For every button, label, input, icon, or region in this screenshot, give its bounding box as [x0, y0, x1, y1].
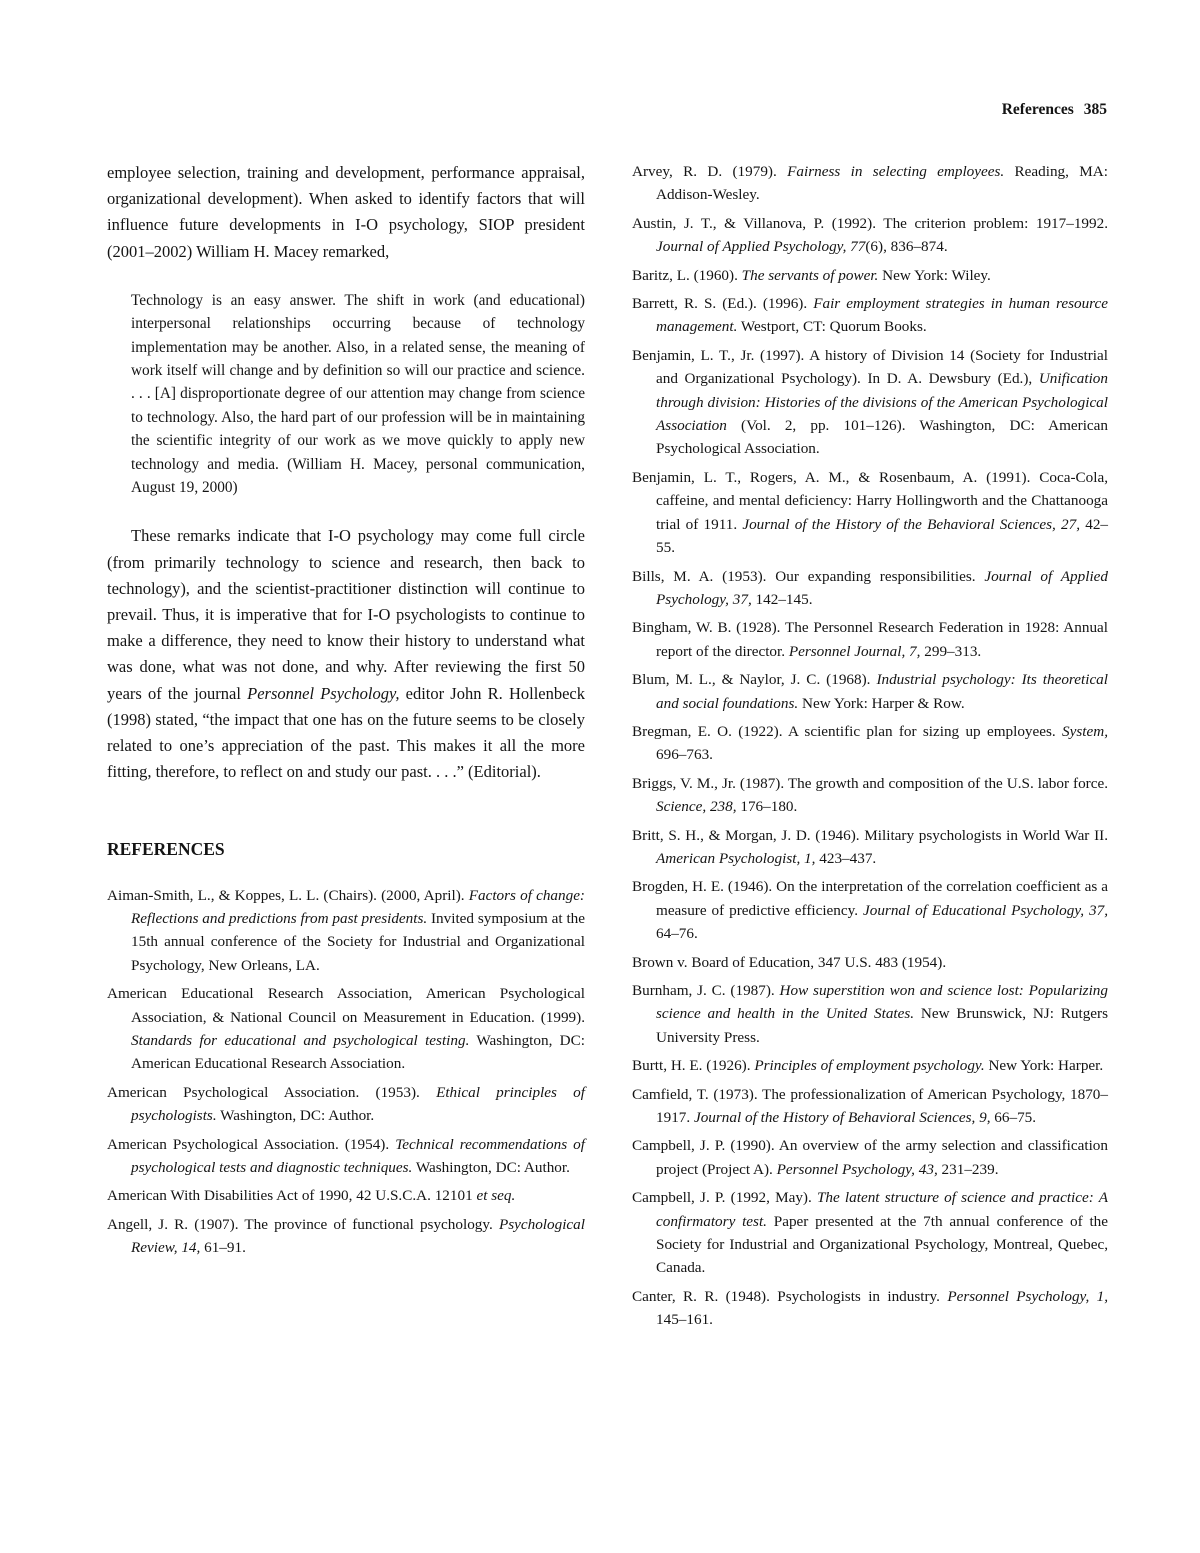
reference-text: New York: Harper.: [984, 1057, 1104, 1075]
reference-text: American With Disabilities Act of 1990, 42 U.S.C.A. 12101: [107, 1187, 477, 1205]
reference-entry: [632, 264, 1108, 287]
reference-text: Benjamin, L. T., Rogers, A. M., & Rosenbaum, A. (1991). Coca-Cola, caffeine, and mental deficiency: Harry Hollingworth and the Chattanooga trial of 1911.: [632, 468, 1108, 533]
reference-text: 66–75.: [990, 1109, 1037, 1127]
reference-source: American Psychologist, 1,: [656, 849, 816, 867]
reference-source: Factors of change: Reflections and predictions from past presidents.: [131, 886, 585, 927]
reference-text: Burtt, H. E. (1926).: [632, 1057, 755, 1075]
closing-paragraph-text: editor John R. Hollenbeck (1998) stated, “the impact that one has on the future seems to be closely related to one’s appreciation of the past. This makes it all the more fitting, therefore, to reflect on and study our past. . . .” (Editorial).: [107, 683, 586, 782]
reference-text: Aiman-Smith, L., & Koppes, L. L. (Chairs). (2000, April).: [107, 886, 469, 904]
reference-text: Barrett, R. S. (Ed.). (1996).: [632, 295, 814, 313]
reference-entry: [632, 979, 1108, 1049]
reference-entry: [107, 1133, 585, 1180]
reference-source: How superstition won and science lost: Popularizing science and health in the United States.: [656, 982, 1108, 1023]
reference-entry: [632, 212, 1108, 259]
right-column: [632, 160, 1108, 1337]
reference-entry: [107, 884, 585, 978]
reference-text: Washington, DC: Author.: [412, 1158, 570, 1176]
reference-source: System,: [1062, 722, 1108, 740]
reference-entry: [107, 1184, 585, 1207]
reference-entry: [632, 772, 1108, 819]
reference-text: Brown v. Board of Education, 347 U.S. 483 (1954).: [632, 953, 947, 971]
reference-entry: [632, 875, 1108, 945]
reference-text: Britt, S. H., & Morgan, J. D. (1946). Military psychologists in World War II.: [632, 826, 1108, 844]
reference-entry: [632, 466, 1108, 560]
reference-source: Journal of Educational Psychology, 37,: [862, 901, 1108, 919]
reference-entry: [107, 1213, 585, 1260]
running-head: [1002, 101, 1107, 119]
reference-source: Journal of Applied Psychology, 37,: [656, 567, 1108, 608]
reference-entry: [632, 292, 1108, 339]
reference-text: Camfield, T. (1973). The professionalization of American Psychology, 1870–1917.: [632, 1085, 1108, 1127]
reference-text: 299–313.: [920, 642, 982, 660]
reference-source: Standards for educational and psychological testing.: [131, 1031, 470, 1049]
left-column: [107, 160, 585, 1265]
reference-text: Washington, DC: Author.: [216, 1107, 375, 1125]
reference-text: 176–180.: [736, 798, 798, 816]
reference-entry: [632, 1054, 1108, 1077]
reference-source: The latent structure of science and practice: A confirmatory test.: [656, 1189, 1108, 1230]
reference-text: (6), 836–874.: [865, 238, 948, 256]
reference-text: 64–76.: [656, 925, 698, 943]
running-head-label: References: [1001, 101, 1074, 118]
reference-text: Campbell, J. P. (1992, May).: [632, 1189, 817, 1207]
reference-source: Journal of the History of the Behavioral Sciences, 27,: [742, 515, 1081, 533]
journal-title: Personnel Psychology,: [247, 683, 400, 703]
reference-text: Blum, M. L., & Naylor, J. C. (1968).: [632, 671, 877, 689]
reference-text: Invited symposium at the 15th annual conference of the Society for Industrial and Organizational Psychology, New Orleans, LA.: [131, 909, 585, 974]
closing-paragraph: [107, 523, 585, 785]
reference-text: Burnham, J. C. (1987).: [632, 982, 780, 999]
reference-text: New Brunswick, NJ: Rutgers University Press.: [656, 1005, 1108, 1046]
reference-text: Arvey, R. D. (1979).: [632, 163, 788, 180]
reference-source: Personnel Journal, 7,: [788, 642, 921, 660]
reference-text: Washington, DC: American Educational Research Association.: [131, 1031, 585, 1073]
reference-entry: [107, 1081, 585, 1128]
reference-list-right: [632, 160, 1108, 1332]
reference-text: Brogden, H. E. (1946). On the interpretation of the correlation coefficient as a measure of predictive efficiency.: [632, 878, 1108, 919]
reference-text: 61–91.: [200, 1239, 246, 1257]
reference-text: 42–55.: [656, 515, 1109, 557]
reference-entry: [632, 344, 1108, 461]
reference-text: Bingham, W. B. (1928). The Personnel Research Federation in 1928: Annual report of the director.: [632, 619, 1108, 660]
reference-text: Westport, CT: Quorum Books.: [737, 318, 927, 336]
reference-source: et seq.: [476, 1187, 516, 1205]
reference-source: Technical recommendations of psychological tests and diagnostic techniques.: [131, 1135, 585, 1176]
reference-text: 423–437.: [815, 849, 877, 867]
reference-source: Ethical principles of psychologists.: [131, 1083, 585, 1125]
reference-source: Unification through division: Histories of the divisions of the American Psychological Association: [656, 370, 1108, 435]
reference-entry: [632, 720, 1108, 767]
reference-text: Bregman, E. O. (1922). A scientific plan for sizing up employees.: [632, 722, 1063, 740]
reference-list-left: [107, 884, 585, 1260]
reference-text: (Vol. 2, pp. 101–126). Washington, DC: American Psychological Association.: [656, 417, 1108, 458]
reference-entry: [632, 616, 1108, 663]
reference-source: Industrial psychology: Its theoretical and social foundations.: [656, 671, 1108, 712]
reference-entry: [632, 668, 1108, 715]
reference-source: Fair employment strategies in human resource management.: [656, 295, 1109, 336]
reference-entry: [632, 1134, 1108, 1181]
reference-entry: [632, 1083, 1108, 1130]
reference-text: New York: Harper & Row.: [798, 694, 965, 712]
reference-text: Benjamin, L. T., Jr. (1997). A history of Division 14 (Society for Industrial and Organizational Psychology). In D. A. Dewsbury (Ed.),: [632, 346, 1108, 388]
reference-source: Fairness in selecting employees.: [787, 163, 1005, 180]
reference-text: American Educational Research Association, American Psychological Association, & National Council on Measurement in Education. (1999).: [107, 985, 585, 1026]
reference-source: Principles of employment psychology.: [754, 1057, 985, 1075]
reference-source: Personnel Psychology, 1,: [947, 1287, 1108, 1305]
reference-source: Science, 238,: [656, 798, 737, 816]
reference-source: Personnel Psychology, 43,: [776, 1160, 938, 1178]
reference-text: Bills, M. A. (1953). Our expanding responsibilities.: [632, 567, 985, 585]
reference-text: Canter, R. R. (1948). Psychologists in industry.: [632, 1287, 948, 1305]
reference-text: Campbell, J. P. (1990). An overview of the army selection and classification project (Project A).: [632, 1137, 1108, 1178]
reference-text: American Psychological Association. (1953).: [107, 1083, 437, 1101]
reference-entry: [107, 982, 585, 1076]
block-quote: Technology is an easy answer. The shift in work (and educational) interpersonal relationships occurring because of technology implementation may be another. Also, in a related sense, the meaning of work itself will change and by definition so will our practice and science. . . . [A] disproportionate degree of our attention may change from science to technology. Also, the hard part of our profession will be in maintaining the scientific integrity of our work as we move quickly to apply new technology and media. (William H. Macey, personal communication, August 19, 2000): [131, 291, 585, 497]
reference-entry: [632, 824, 1108, 871]
page-number: 385: [1083, 101, 1107, 118]
reference-text: American Psychological Association. (1954).: [107, 1135, 396, 1153]
reference-text: Paper presented at the 7th annual conference of the Society for Industrial and Organizational Psychology, Montreal, Quebec, Canada.: [656, 1212, 1108, 1277]
reference-text: 696–763.: [656, 746, 713, 764]
reference-text: Reading, MA: Addison-Wesley.: [656, 163, 1108, 204]
reference-entry: [632, 951, 1108, 974]
intro-paragraph: employee selection, training and development, performance appraisal, organizational development). When asked to identify factors that will influence future developments in I-O psychology, SIOP president (2001–2002) William H. Macey remarked,: [107, 163, 585, 261]
reference-entry: [632, 1186, 1108, 1280]
reference-entry: [632, 1285, 1108, 1332]
reference-source: Journal of Applied Psychology, 77: [656, 238, 866, 256]
references-heading: REFERENCES: [107, 838, 225, 859]
reference-entry: [632, 565, 1108, 612]
reference-text: Austin, J. T., & Villanova, P. (1992). The criterion problem: 1917–1992.: [632, 214, 1108, 232]
reference-text: 145–161.: [656, 1311, 713, 1329]
reference-entry: [632, 160, 1108, 207]
reference-text: Baritz, L. (1960).: [632, 266, 742, 284]
reference-text: Angell, J. R. (1907). The province of functional psychology.: [107, 1215, 499, 1233]
reference-source: The servants of power.: [741, 266, 879, 284]
reference-text: 231–239.: [937, 1160, 999, 1178]
reference-source: Psychological Review, 14,: [131, 1215, 585, 1257]
reference-text: 142–145.: [751, 590, 813, 608]
reference-text: Briggs, V. M., Jr. (1987). The growth and composition of the U.S. labor force.: [632, 774, 1108, 792]
closing-paragraph-text: These remarks indicate that I-O psychology may come full circle (from primarily technology to science and research, then back to technology), and the scientist-practitioner distinction will continue to prevail. Thus, it is imperative that for I-O psychologists to continue to make a difference, they need to know their history to understand what was done, what was not done, and why. After reviewing the first 50 years of the journal: [107, 526, 585, 703]
reference-text: New York: Wiley.: [878, 266, 991, 284]
reference-source: Journal of the History of Behavioral Sciences, 9,: [693, 1109, 991, 1127]
